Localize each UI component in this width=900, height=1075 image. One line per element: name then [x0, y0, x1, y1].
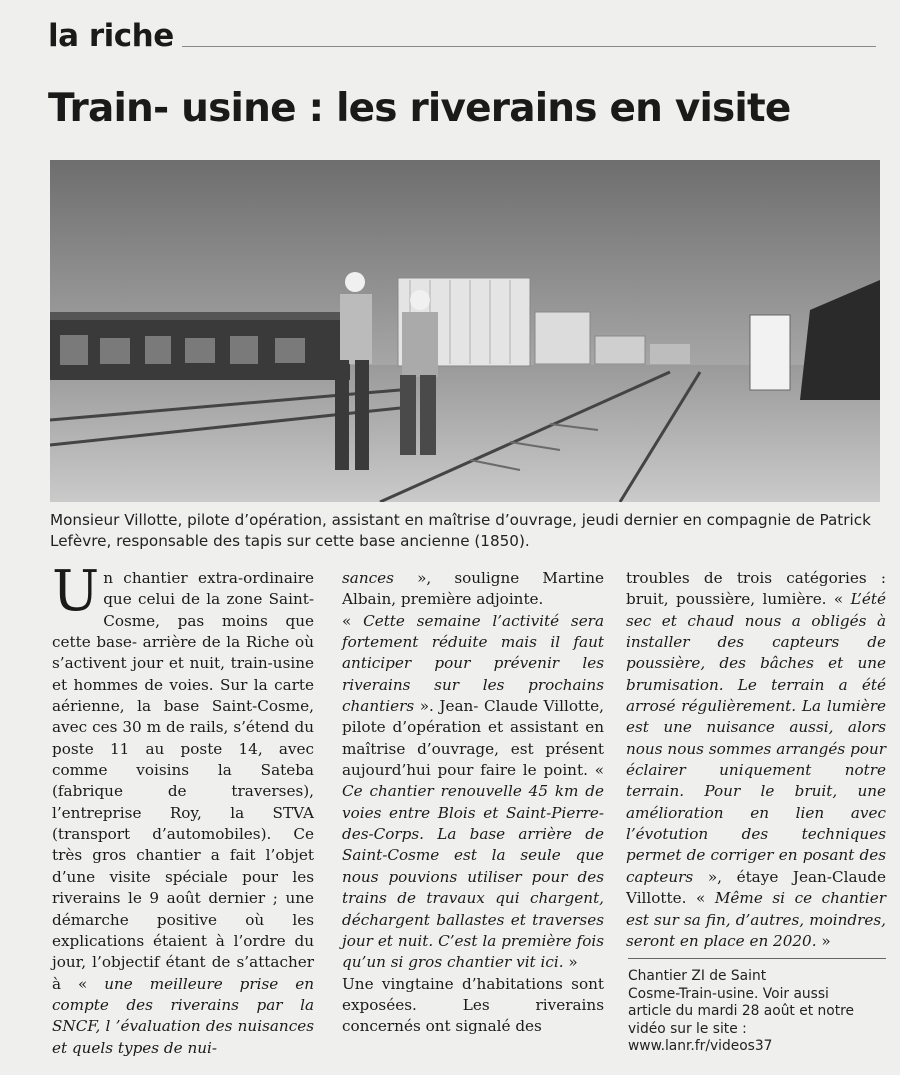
article-column-1: [52, 559, 314, 1059]
section-divider: [182, 46, 876, 47]
article-text: sances: [342, 569, 394, 587]
article-text: L’été sec et chaud nous a obligés à installer des capteurs de poussière, des bâches et une brumisation. Le terrain a été arrosé régulièrement. La lumière est une nuisance aussi, alors nous nous sommes arrangés pour éclairer uniquement notre terrain. Pour le bruit, une amélioration en lien avec l’évotution des techniques permet de corriger en posant des capteurs: [626, 590, 886, 886]
article-text: Cette semaine l’activité sera fortement réduite mais il faut anticiper pour prévenir les riverains sur les prochains chantiers: [342, 611, 604, 716]
drop-cap: U: [52, 559, 100, 624]
article-text: une meilleure prise en compte des riverains par la SNCF, l ’évaluation des nuisances et quels types de nui-: [52, 974, 314, 1057]
article-headline: Train- usine : les riverains en visite: [48, 86, 791, 131]
sidebar-note-link[interactable]: www.lanr.fr/videos37: [628, 1038, 773, 1055]
section-title: la riche: [48, 18, 174, 54]
article-text: »: [816, 931, 831, 950]
article-text: troubles de trois catégories : bruit, poussière, lumière. «: [626, 569, 886, 609]
article-text: Une vingtaine d’habitations sont exposées. Les riverains concernés ont signalé des: [342, 974, 604, 1036]
sidebar-divider: [628, 958, 886, 959]
article-text: Ce chantier renouvelle 45 km de voies entre Blois et Saint-Pierre-des-Corps. La base arrière de Saint-Cosme est la seule que nous pouvions utiliser pour des trains de travaux qui chargent, déchargent ballastes et traverses jour et nuit. C’est la première fois qu’un si gros chantier vit ici.: [342, 782, 604, 972]
article-text: », souligne Martine Albain, première adjointe.: [342, 569, 604, 609]
sidebar-note-line: Cosme-Train-usine. Voir aussi: [628, 985, 829, 1002]
article-text: ». Jean- Claude Villotte, pilote d’opération et assistant en maîtrise d’ouvrage, est présent aujourd’hui pour faire le point. «: [342, 697, 604, 780]
sidebar-note-line: Chantier ZI de Saint: [628, 968, 767, 984]
sidebar-note-line: article du mardi 28 août et notre: [628, 1003, 854, 1020]
article-text: », étaye Jean-Claude Villotte. «: [626, 867, 886, 908]
photo-caption: Monsieur Villotte, pilote d’opération, assistant en maîtrise d’ouvrage, jeudi dernier en compagnie de Patrick Lefèvre, responsable des tapis sur cette base ancienne (1850).: [50, 511, 871, 550]
article-text: Même si ce chantier est sur sa fin, d’autres, moindres, seront en place en 2020.: [626, 889, 886, 950]
article-text: n chantier extra-ordinaire que celui de la zone Saint-Cosme, pas moins que cette base- arrière de la Riche où s’activent jour et nuit, train-usine et hommes de voies. Sur la carte aérienne, la base Saint-Cosme, avec ces 30 m de rails, s’étend du poste 11 au poste 14, avec comme voisins la Sateba (fabrique de traverses), l’entreprise Roy, la STVA (transport d’automobiles). Ce très gros chantier a fait l’objet d’une visite spéciale pour les riverains le 9 août dernier ; une démarche positive où les explications étaient à l’ordre du jour, l’objectif étant de s’attacher à «: [52, 569, 314, 993]
photo-workers-at-rail-yard-icon: [50, 160, 880, 502]
article-photo: [50, 160, 880, 502]
sidebar-note: [628, 968, 886, 1056]
article-column-2: [342, 568, 604, 1038]
article-text: »: [563, 953, 578, 972]
article-column-3: [626, 568, 886, 952]
article-text: «: [342, 611, 364, 630]
sidebar-note-line: vidéo sur le site :: [628, 1020, 747, 1037]
